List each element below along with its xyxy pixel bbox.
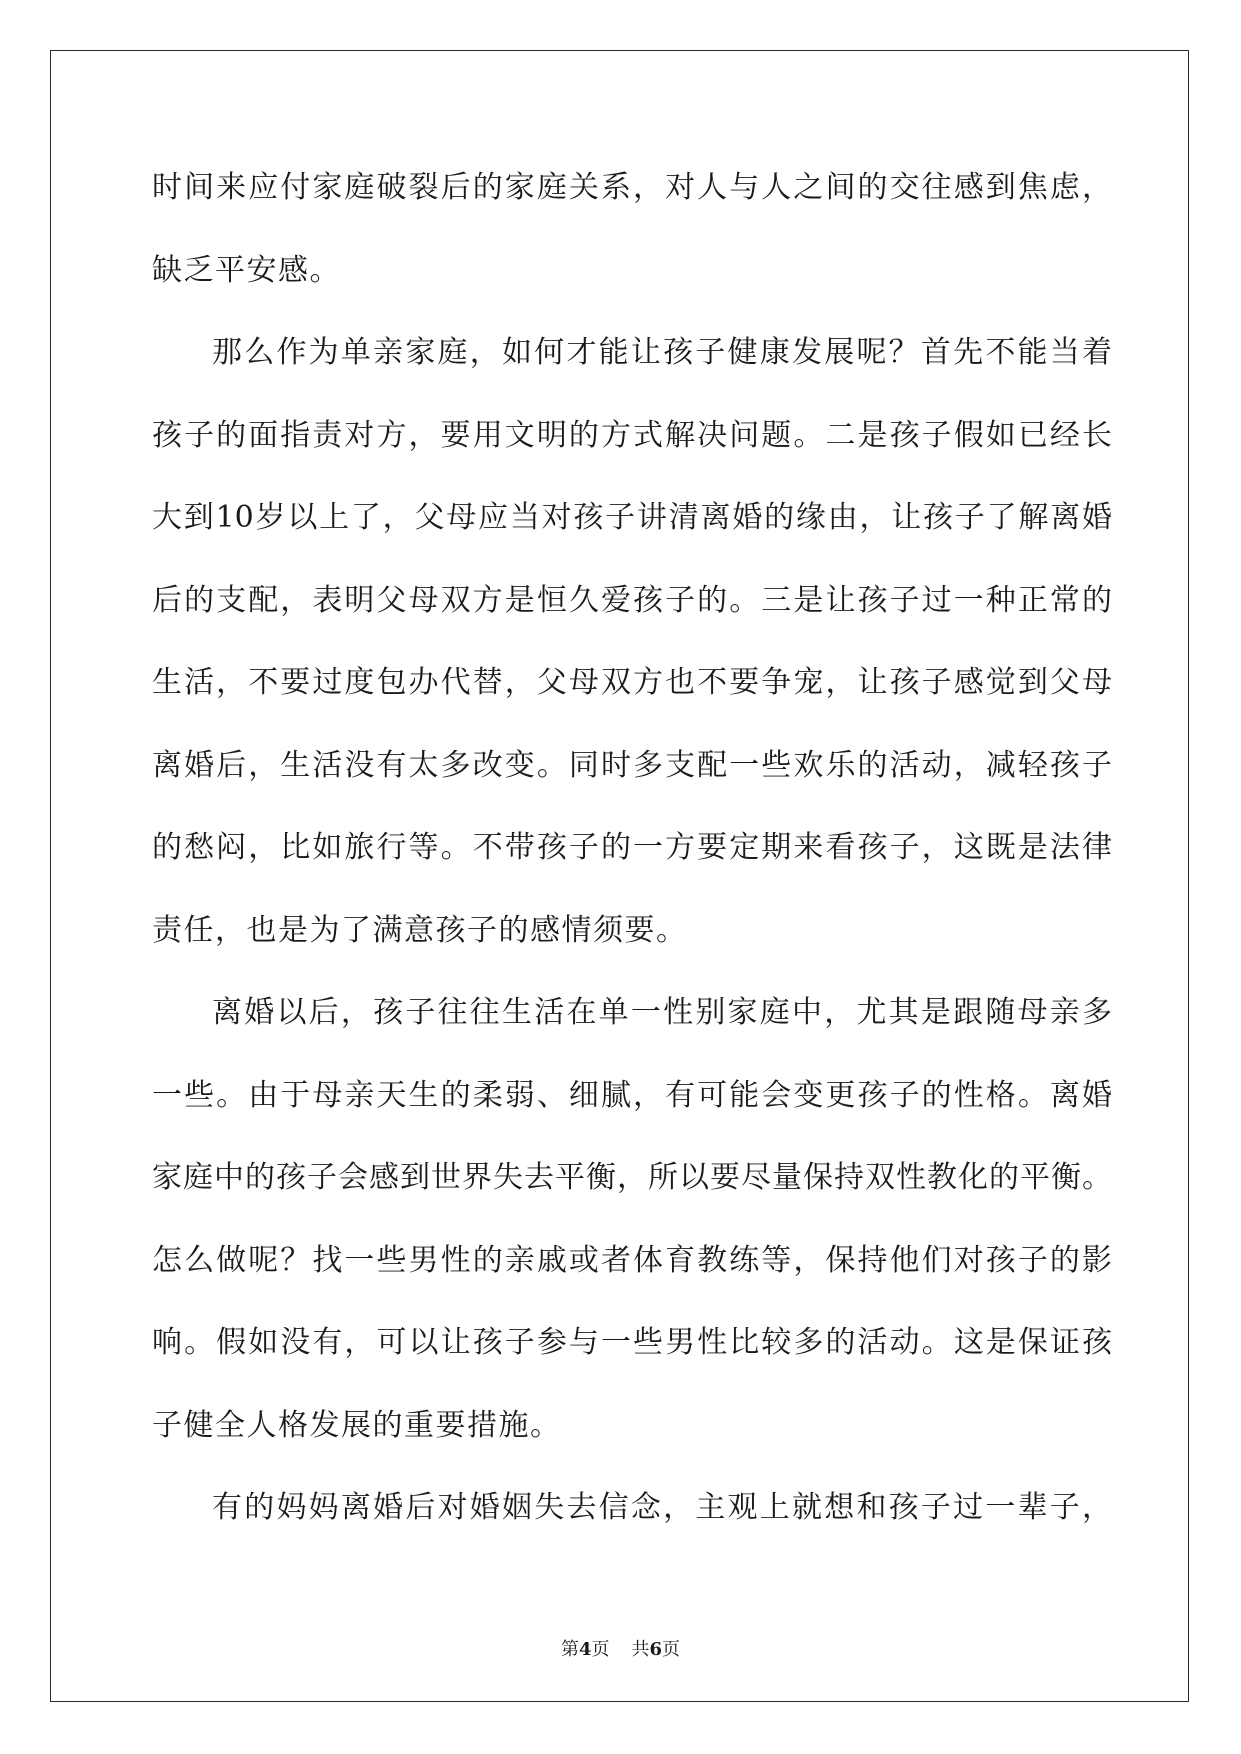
paragraph-start-line: 离婚以后，孩子往往生活在单一性别家庭中，尤其是跟随母亲多 [212, 995, 1112, 1030]
text-line: 响。假如没有，可以让孩子参与一些男性比较多的活动。这是保证孩 [152, 1325, 1112, 1360]
document-body [152, 158, 1112, 1561]
text-line: 大到10岁以上了，父母应当对孩子讲清离婚的缘由，让孩子了解离婚 [152, 500, 1112, 535]
total-label-prefix: 共 [631, 1639, 650, 1660]
page-label-suffix: 页 [591, 1639, 610, 1660]
text-line: 生活，不要过度包办代替，父母双方也不要争宠，让孩子感觉到父母 [152, 665, 1112, 700]
text-line: 怎么做呢？找一些男性的亲戚或者体育教练等，保持他们对孩子的影 [152, 1242, 1112, 1278]
total-page-count: 6 [649, 1639, 663, 1660]
paragraph-start-line: 那么作为单亲家庭，如何才能让孩子健康发展呢？首先不能当着 [212, 335, 1112, 370]
text-line: 一些。由于母亲天生的柔弱、细腻，有可能会变更孩子的性格。离婚 [152, 1077, 1112, 1113]
text-line: 的愁闷，比如旅行等。不带孩子的一方要定期来看孩子，这既是法律 [152, 830, 1112, 865]
text-line: 离婚后，生活没有太多改变。同时多支配一些欢乐的活动，减轻孩子 [152, 747, 1112, 783]
page-label-prefix: 第 [560, 1639, 579, 1660]
text-line: 家庭中的孩子会感到世界失去平衡，所以要尽量保持双性教化的平衡。 [152, 1160, 1112, 1195]
text-line: 后的支配，表明父母双方是恒久爱孩子的。三是让孩子过一种正常的 [152, 582, 1112, 618]
text-line: 孩子的面指责对方，要用文明的方式解决问题。二是孩子假如已经长 [152, 417, 1112, 453]
paragraph-start-line: 有的妈妈离婚后对婚姻失去信念，主观上就想和孩子过一辈子， [212, 1490, 1112, 1525]
text-line: 责任，也是为了满意孩子的感情须要。 [152, 912, 688, 948]
text-line: 缺乏平安感。 [152, 252, 341, 288]
text-line: 子健全人格发展的重要措施。 [152, 1407, 562, 1443]
current-page-number: 4 [578, 1639, 592, 1660]
page-footer [0, 1635, 1241, 1661]
text-line: 时间来应付家庭破裂后的家庭关系，对人与人之间的交往感到焦虑， [152, 170, 1112, 205]
total-label-suffix: 页 [662, 1639, 681, 1660]
